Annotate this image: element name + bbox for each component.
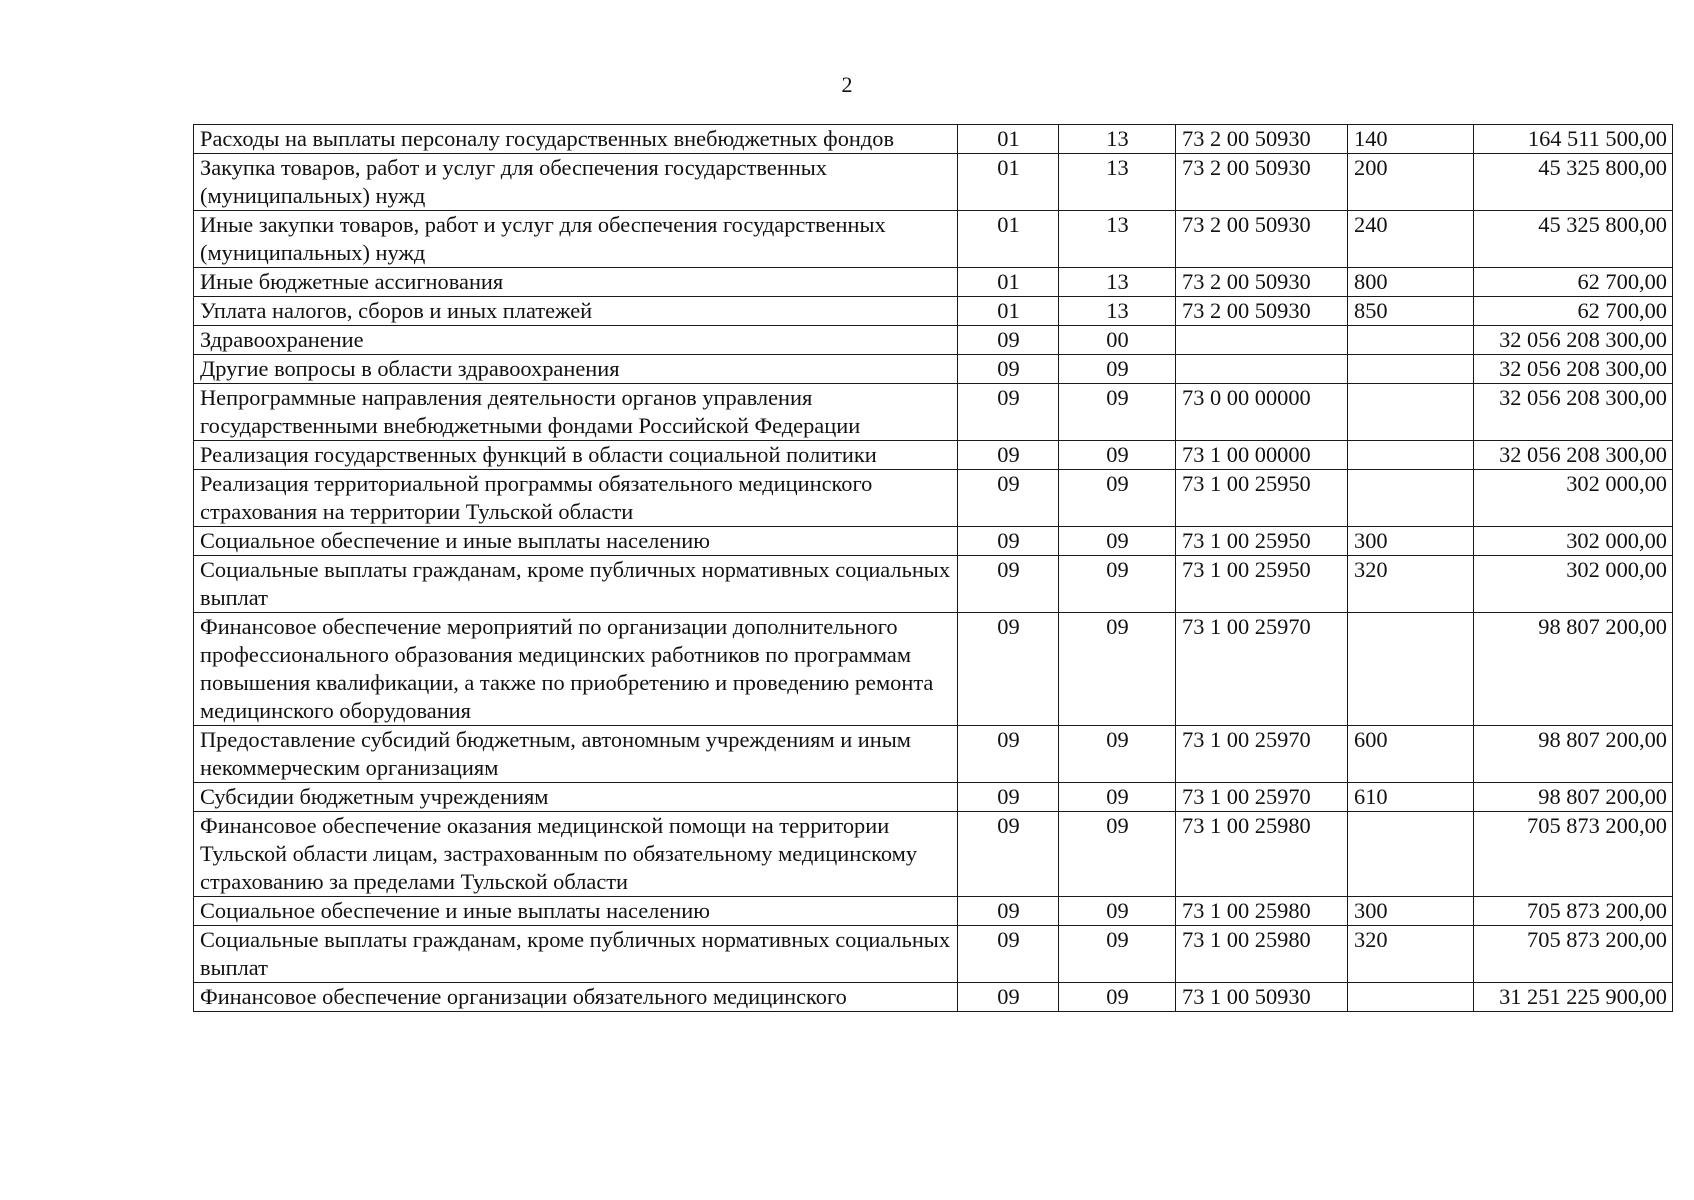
row-target-article: 73 2 00 50930: [1176, 125, 1348, 154]
table-row: [194, 897, 1673, 926]
row-subsection-code: 09: [1059, 384, 1176, 441]
row-expense-type: [1348, 470, 1474, 527]
row-section-code: 09: [958, 783, 1059, 812]
row-subsection-code: 09: [1059, 812, 1176, 897]
row-target-article: 73 1 00 00000: [1176, 441, 1348, 470]
row-name: Финансовое обеспечение оказания медицинской помощи на территории Тульской области лицам, застрахованным по обязательному медицинскому страхованию за пределами Тульской области: [194, 812, 958, 897]
row-section-code: 01: [958, 268, 1059, 297]
table-row: [194, 355, 1673, 384]
row-target-article: 73 2 00 50930: [1176, 268, 1348, 297]
row-target-article: 73 1 00 25950: [1176, 556, 1348, 613]
row-amount: 45 325 800,00: [1474, 211, 1673, 268]
row-target-article: 73 1 00 25950: [1176, 470, 1348, 527]
table-row: [194, 441, 1673, 470]
table-row: [194, 613, 1673, 726]
row-target-article: 73 1 00 50930: [1176, 983, 1348, 1012]
row-section-code: 09: [958, 470, 1059, 527]
row-subsection-code: 09: [1059, 470, 1176, 527]
table-row: [194, 384, 1673, 441]
row-section-code: 09: [958, 384, 1059, 441]
row-subsection-code: 09: [1059, 897, 1176, 926]
row-section-code: 09: [958, 983, 1059, 1012]
table-row: [194, 726, 1673, 783]
row-section-code: 09: [958, 527, 1059, 556]
row-section-code: 09: [958, 726, 1059, 783]
row-expense-type: 140: [1348, 125, 1474, 154]
row-subsection-code: 09: [1059, 726, 1176, 783]
row-target-article: 73 2 00 50930: [1176, 211, 1348, 268]
row-expense-type: 320: [1348, 556, 1474, 613]
row-expense-type: [1348, 812, 1474, 897]
row-section-code: 09: [958, 326, 1059, 355]
row-subsection-code: 09: [1059, 441, 1176, 470]
table-row: [194, 268, 1673, 297]
row-target-article: 73 2 00 50930: [1176, 154, 1348, 211]
row-section-code: 09: [958, 812, 1059, 897]
table-row: [194, 154, 1673, 211]
row-name: Реализация государственных функций в области социальной политики: [194, 441, 958, 470]
row-expense-type: [1348, 613, 1474, 726]
row-target-article: 73 1 00 25950: [1176, 527, 1348, 556]
row-amount: 302 000,00: [1474, 556, 1673, 613]
table-row: [194, 812, 1673, 897]
row-name: Иные закупки товаров, работ и услуг для обеспечения государственных (муниципальных) нужд: [194, 211, 958, 268]
row-subsection-code: 09: [1059, 983, 1176, 1012]
row-amount: 302 000,00: [1474, 527, 1673, 556]
row-expense-type: 320: [1348, 926, 1474, 983]
row-section-code: 09: [958, 441, 1059, 470]
row-expense-type: [1348, 983, 1474, 1012]
table-row: [194, 326, 1673, 355]
row-amount: 705 873 200,00: [1474, 926, 1673, 983]
row-name: Расходы на выплаты персоналу государственных внебюджетных фондов: [194, 125, 958, 154]
row-amount: 705 873 200,00: [1474, 897, 1673, 926]
row-expense-type: 200: [1348, 154, 1474, 211]
row-target-article: 73 0 00 00000: [1176, 384, 1348, 441]
page-number: 2: [841, 72, 853, 97]
table-row: [194, 297, 1673, 326]
row-subsection-code: 13: [1059, 211, 1176, 268]
row-amount: 705 873 200,00: [1474, 812, 1673, 897]
row-target-article: 73 1 00 25970: [1176, 783, 1348, 812]
row-section-code: 01: [958, 125, 1059, 154]
row-subsection-code: 09: [1059, 613, 1176, 726]
row-expense-type: 300: [1348, 897, 1474, 926]
row-subsection-code: 13: [1059, 297, 1176, 326]
row-subsection-code: 13: [1059, 125, 1176, 154]
row-target-article: [1176, 326, 1348, 355]
table-row: [194, 926, 1673, 983]
row-target-article: 73 1 00 25970: [1176, 613, 1348, 726]
row-expense-type: 800: [1348, 268, 1474, 297]
row-target-article: [1176, 355, 1348, 384]
row-expense-type: 300: [1348, 527, 1474, 556]
row-expense-type: 600: [1348, 726, 1474, 783]
row-section-code: 01: [958, 154, 1059, 211]
row-name: Здравоохранение: [194, 326, 958, 355]
row-section-code: 09: [958, 556, 1059, 613]
row-amount: 32 056 208 300,00: [1474, 355, 1673, 384]
row-name: Финансовое обеспечение организации обязательного медицинского: [194, 983, 958, 1012]
row-subsection-code: 13: [1059, 154, 1176, 211]
row-name: Финансовое обеспечение мероприятий по организации дополнительного профессионального образования медицинских работников по программам повышения квалификации, а также по приобретению и проведению ремонта медицинского оборудования: [194, 613, 958, 726]
row-subsection-code: 09: [1059, 783, 1176, 812]
row-expense-type: [1348, 384, 1474, 441]
row-section-code: 01: [958, 211, 1059, 268]
table-row: [194, 125, 1673, 154]
row-name: Предоставление субсидий бюджетным, автономным учреждениям и иным некоммерческим организациям: [194, 726, 958, 783]
row-amount: 164 511 500,00: [1474, 125, 1673, 154]
row-expense-type: 850: [1348, 297, 1474, 326]
row-subsection-code: 09: [1059, 527, 1176, 556]
row-name: Иные бюджетные ассигнования: [194, 268, 958, 297]
row-amount: 98 807 200,00: [1474, 726, 1673, 783]
row-name: Социальное обеспечение и иные выплаты населению: [194, 527, 958, 556]
row-name: Другие вопросы в области здравоохранения: [194, 355, 958, 384]
row-expense-type: [1348, 441, 1474, 470]
row-name: Социальное обеспечение и иные выплаты населению: [194, 897, 958, 926]
row-amount: 302 000,00: [1474, 470, 1673, 527]
row-subsection-code: 09: [1059, 556, 1176, 613]
row-expense-type: 240: [1348, 211, 1474, 268]
table-row: [194, 527, 1673, 556]
row-expense-type: [1348, 355, 1474, 384]
row-expense-type: [1348, 326, 1474, 355]
table-row: [194, 470, 1673, 527]
row-amount: 98 807 200,00: [1474, 613, 1673, 726]
row-section-code: 09: [958, 613, 1059, 726]
row-subsection-code: 09: [1059, 355, 1176, 384]
table-row: [194, 783, 1673, 812]
row-target-article: 73 1 00 25980: [1176, 926, 1348, 983]
row-name: Субсидии бюджетным учреждениям: [194, 783, 958, 812]
budget-table: [193, 124, 1673, 1012]
row-amount: 62 700,00: [1474, 268, 1673, 297]
row-name: Уплата налогов, сборов и иных платежей: [194, 297, 958, 326]
row-name: Закупка товаров, работ и услуг для обеспечения государственных (муниципальных) нужд: [194, 154, 958, 211]
row-section-code: 09: [958, 926, 1059, 983]
row-amount: 45 325 800,00: [1474, 154, 1673, 211]
row-subsection-code: 00: [1059, 326, 1176, 355]
row-section-code: 09: [958, 897, 1059, 926]
table-row: [194, 556, 1673, 613]
row-amount: 32 056 208 300,00: [1474, 384, 1673, 441]
row-section-code: 01: [958, 297, 1059, 326]
table-row: [194, 983, 1673, 1012]
row-amount: 31 251 225 900,00: [1474, 983, 1673, 1012]
row-amount: 32 056 208 300,00: [1474, 441, 1673, 470]
row-expense-type: 610: [1348, 783, 1474, 812]
row-name: Реализация территориальной программы обязательного медицинского страхования на территории Тульской области: [194, 470, 958, 527]
row-subsection-code: 09: [1059, 926, 1176, 983]
row-name: Непрограммные направления деятельности органов управления государственными внебюджетными фондами Российской Федерации: [194, 384, 958, 441]
row-amount: 98 807 200,00: [1474, 783, 1673, 812]
row-target-article: 73 1 00 25980: [1176, 812, 1348, 897]
row-name: Социальные выплаты гражданам, кроме публичных нормативных социальных выплат: [194, 556, 958, 613]
row-amount: 32 056 208 300,00: [1474, 326, 1673, 355]
table-row: [194, 211, 1673, 268]
row-target-article: 73 1 00 25980: [1176, 897, 1348, 926]
row-subsection-code: 13: [1059, 268, 1176, 297]
row-amount: 62 700,00: [1474, 297, 1673, 326]
row-section-code: 09: [958, 355, 1059, 384]
row-target-article: 73 1 00 25970: [1176, 726, 1348, 783]
row-target-article: 73 2 00 50930: [1176, 297, 1348, 326]
row-name: Социальные выплаты гражданам, кроме публичных нормативных социальных выплат: [194, 926, 958, 983]
